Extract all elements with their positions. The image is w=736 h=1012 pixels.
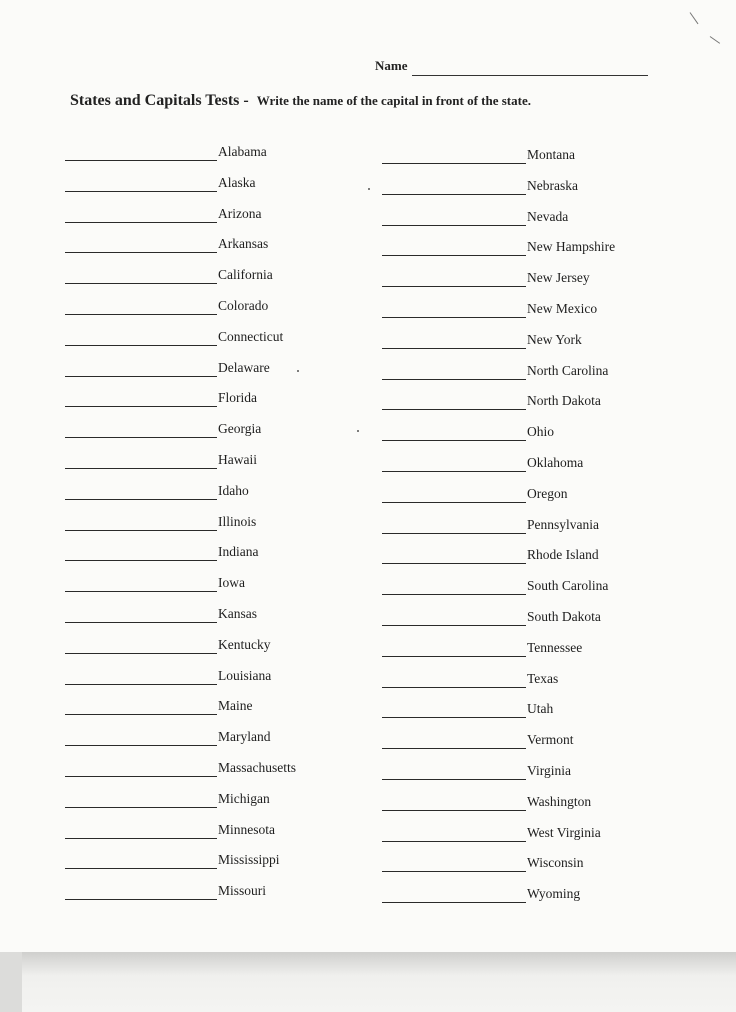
capital-answer-blank[interactable] [382, 239, 526, 256]
scan-speck [357, 430, 359, 432]
state-name: Ohio [527, 424, 554, 440]
scan-mark [690, 12, 699, 24]
state-row [65, 729, 296, 760]
state-name: Kansas [218, 605, 257, 621]
capital-answer-blank[interactable] [65, 298, 217, 315]
capital-answer-blank[interactable] [382, 701, 526, 718]
capital-answer-blank[interactable] [382, 424, 526, 441]
state-name: Louisiana [218, 667, 272, 683]
state-row [382, 763, 615, 794]
state-row [382, 239, 615, 270]
state-name: Minnesota [218, 821, 275, 837]
state-row [382, 547, 615, 578]
capital-answer-blank[interactable] [65, 514, 217, 531]
state-row [382, 424, 615, 455]
capital-answer-blank[interactable] [65, 852, 217, 869]
capital-answer-blank[interactable] [382, 363, 526, 380]
capital-answer-blank[interactable] [65, 267, 217, 284]
state-name: Oregon [527, 485, 568, 501]
state-row [65, 544, 296, 575]
state-name: Nebraska [527, 177, 578, 193]
state-name: Illinois [218, 513, 257, 529]
capital-answer-blank[interactable] [65, 390, 217, 407]
capital-answer-blank[interactable] [65, 575, 217, 592]
state-row [65, 452, 296, 483]
state-name: Idaho [218, 482, 249, 498]
state-row [382, 855, 615, 886]
capital-answer-blank[interactable] [65, 668, 217, 685]
capital-answer-blank[interactable] [65, 544, 217, 561]
state-name: California [218, 267, 273, 283]
state-row [382, 147, 615, 178]
state-name: Montana [527, 147, 575, 162]
state-name: Missouri [218, 883, 267, 899]
capital-answer-blank[interactable] [382, 640, 526, 657]
state-name: Delaware [218, 359, 270, 375]
state-name: New Jersey [527, 270, 590, 286]
capital-answer-blank[interactable] [65, 144, 217, 161]
state-name: Michigan [218, 790, 270, 806]
state-row [382, 363, 615, 394]
capital-answer-blank[interactable] [65, 637, 217, 654]
state-row [65, 421, 296, 452]
state-row [65, 606, 296, 637]
state-name: Utah [527, 701, 554, 717]
title-text: States and Capitals Tests - [70, 92, 249, 109]
state-row [382, 178, 615, 209]
state-row [382, 578, 615, 609]
state-row [382, 886, 615, 917]
capital-answer-blank[interactable] [382, 825, 526, 842]
capital-answer-blank[interactable] [65, 483, 217, 500]
state-name: Kentucky [218, 636, 271, 652]
state-name: New York [527, 331, 582, 347]
state-name: Connecticut [218, 328, 284, 344]
state-row [65, 637, 296, 668]
capital-answer-blank[interactable] [382, 486, 526, 503]
capital-answer-blank[interactable] [65, 175, 217, 192]
capital-answer-blank[interactable] [65, 206, 217, 223]
capital-answer-blank[interactable] [382, 517, 526, 534]
scan-speck [297, 370, 299, 372]
state-row [382, 393, 615, 424]
state-name: Hawaii [218, 451, 257, 467]
capital-answer-blank[interactable] [382, 147, 526, 164]
state-name: Vermont [527, 732, 574, 748]
state-row [382, 517, 615, 548]
state-row [65, 822, 296, 853]
state-name: Alaska [218, 174, 256, 190]
state-row [65, 883, 296, 914]
capital-answer-blank[interactable] [382, 270, 526, 287]
state-name: Arizona [218, 205, 262, 221]
state-row [65, 144, 296, 175]
state-name: Mississippi [218, 852, 280, 868]
state-row [65, 329, 296, 360]
capital-answer-blank[interactable] [65, 822, 217, 839]
state-row [65, 575, 296, 606]
state-row [382, 270, 615, 301]
state-row [382, 701, 615, 732]
capital-answer-blank[interactable] [382, 609, 526, 626]
state-name: Massachusetts [218, 759, 296, 775]
state-row [65, 760, 296, 791]
state-row [382, 209, 615, 240]
state-name: New Mexico [527, 300, 598, 316]
state-name: Maine [218, 698, 253, 714]
state-name: West Virginia [527, 824, 601, 840]
state-name: Georgia [218, 421, 262, 437]
state-row [382, 732, 615, 763]
capital-answer-blank[interactable] [382, 301, 526, 318]
state-name: North Dakota [527, 393, 601, 409]
capital-answer-blank[interactable] [382, 393, 526, 410]
state-name: Oklahoma [527, 454, 584, 470]
scan-speck [368, 188, 370, 190]
state-name: Wisconsin [527, 855, 584, 871]
capital-answer-blank[interactable] [382, 855, 526, 872]
state-row [65, 791, 296, 822]
state-name: Colorado [218, 297, 269, 313]
state-row [382, 640, 615, 671]
state-name: North Carolina [527, 362, 609, 378]
state-row [382, 486, 615, 517]
state-row [65, 390, 296, 421]
capital-answer-blank[interactable] [65, 329, 217, 346]
state-row [382, 671, 615, 702]
capital-answer-blank[interactable] [382, 209, 526, 226]
capital-answer-blank[interactable] [65, 729, 217, 746]
capital-answer-blank[interactable] [382, 578, 526, 595]
state-name: Indiana [218, 544, 259, 560]
state-row [382, 332, 615, 363]
state-row [65, 698, 296, 729]
state-row [65, 236, 296, 267]
state-row [382, 825, 615, 856]
capital-answer-blank[interactable] [382, 671, 526, 688]
capital-answer-blank[interactable] [65, 698, 217, 715]
state-name: Washington [527, 793, 592, 809]
state-name: Maryland [218, 729, 271, 745]
scan-left-edge [0, 952, 22, 1012]
state-name: Alabama [218, 144, 267, 159]
state-name: Florida [218, 390, 257, 406]
capital-answer-blank[interactable] [382, 455, 526, 472]
state-name: Arkansas [218, 236, 269, 252]
state-name: Wyoming [527, 886, 581, 902]
state-name: Texas [527, 670, 559, 686]
state-name: Virginia [527, 762, 571, 778]
capital-answer-blank[interactable] [382, 794, 526, 811]
state-name: South Carolina [527, 578, 609, 594]
capital-answer-blank[interactable] [65, 421, 217, 438]
state-row [65, 298, 296, 329]
capital-answer-blank[interactable] [65, 606, 217, 623]
capital-answer-blank[interactable] [382, 332, 526, 349]
capital-answer-blank[interactable] [382, 178, 526, 195]
state-row [382, 301, 615, 332]
state-name: Iowa [218, 575, 245, 591]
worksheet-title [70, 92, 531, 110]
state-name: New Hampshire [527, 239, 616, 255]
capital-answer-blank[interactable] [65, 236, 217, 253]
scan-mark [710, 36, 720, 44]
capital-answer-blank[interactable] [65, 883, 217, 900]
state-name: Nevada [527, 208, 569, 224]
state-name: Rhode Island [527, 547, 599, 563]
left-state-column [65, 144, 296, 914]
scan-bottom-edge [0, 952, 736, 1012]
state-row [65, 483, 296, 514]
capital-answer-blank[interactable] [65, 760, 217, 777]
state-row [65, 668, 296, 699]
capital-answer-blank[interactable] [382, 886, 526, 903]
state-name: South Dakota [527, 608, 601, 624]
state-row [382, 609, 615, 640]
instructions-text: Write the name of the capital in front of the state. [256, 93, 531, 108]
capital-answer-blank[interactable] [65, 360, 217, 377]
state-row [65, 267, 296, 298]
state-name: Pennsylvania [527, 516, 599, 532]
state-row [382, 455, 615, 486]
state-row [382, 794, 615, 825]
capital-answer-blank[interactable] [65, 452, 217, 469]
name-field-line[interactable] [412, 75, 648, 76]
state-row [65, 206, 296, 237]
right-state-column [382, 147, 615, 917]
name-label: Name [375, 58, 408, 73]
capital-answer-blank[interactable] [382, 732, 526, 749]
state-row [65, 360, 296, 391]
state-name: Tennessee [527, 639, 583, 655]
capital-answer-blank[interactable] [382, 547, 526, 564]
state-row [65, 852, 296, 883]
capital-answer-blank[interactable] [382, 763, 526, 780]
state-row [65, 175, 296, 206]
capital-answer-blank[interactable] [65, 791, 217, 808]
state-row [65, 514, 296, 545]
